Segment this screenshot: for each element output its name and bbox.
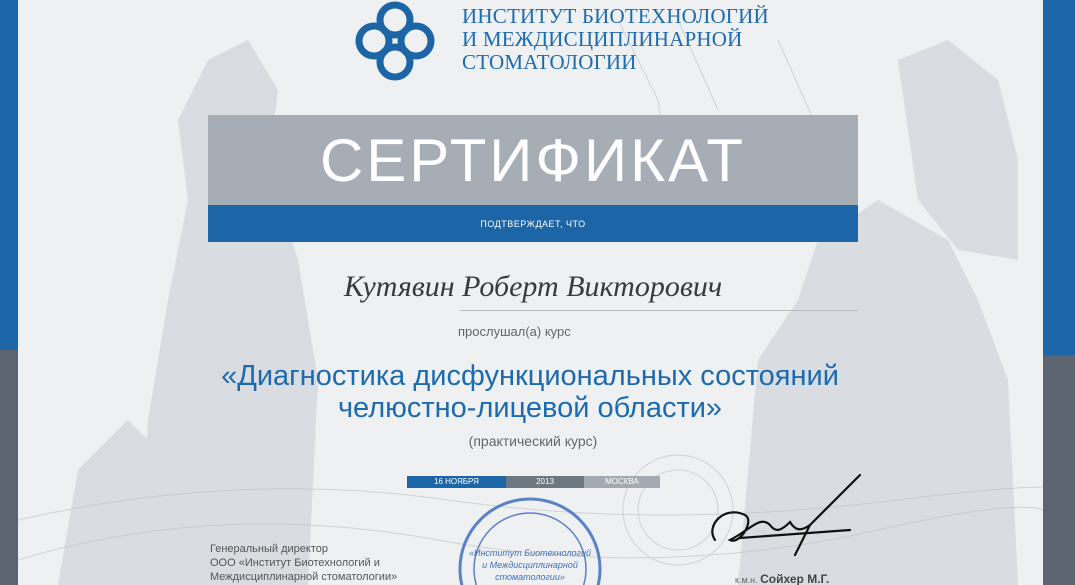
institute-name-line3: СТОМАТОЛОГИИ <box>462 50 637 74</box>
signer <box>735 572 829 585</box>
course-title-line2: челюстно-лицевой области» <box>337 392 723 424</box>
signature-icon <box>700 470 870 560</box>
course-title-line1: «Диагностика дисфункциональных состояний <box>221 360 839 392</box>
stamp-text-2: и Междисциплинарной <box>482 560 578 570</box>
date-year: 2013 <box>506 476 584 488</box>
director-block <box>210 542 397 584</box>
certificate-title: СЕРТИФИКАТ <box>319 127 747 194</box>
course-type: (практический курс) <box>468 433 598 449</box>
signer-name: Сойхер М.Г. <box>760 572 830 585</box>
institute-logo-icon <box>354 0 436 82</box>
institute-name <box>462 5 802 74</box>
right-band <box>1043 0 1075 585</box>
director-line1: Генеральный директор <box>210 543 328 555</box>
director-line2: ООО «Институт Биотехнологий и <box>210 557 380 569</box>
stamp-text-1: «Институт Биотехнологий <box>469 548 591 558</box>
left-band <box>0 0 18 585</box>
signer-degree: к.м.н. <box>735 575 758 585</box>
recipient-name: Кутявин Роберт Викторович <box>343 270 723 303</box>
stamp-text-3: стоматологии» <box>495 572 565 582</box>
listened-text: прослушал(а) курс <box>458 324 571 339</box>
name-divider <box>460 310 858 311</box>
institute-name-line2: И МЕЖДИСЦИПЛИНАРНОЙ <box>462 27 743 51</box>
company-stamp-icon <box>455 494 605 585</box>
date-day-month: 16 НОЯБРЯ <box>407 476 506 488</box>
date-strip <box>407 476 660 488</box>
institute-name-line1: ИНСТИТУТ БИОТЕХНОЛОГИЙ <box>462 4 769 28</box>
confirms-text: ПОДТВЕРЖДАЕТ, ЧТО <box>480 219 586 229</box>
date-city: МОСКВА <box>584 476 660 488</box>
director-line3: Междисциплинарной стоматологии» <box>210 571 398 583</box>
course-title <box>80 360 980 424</box>
